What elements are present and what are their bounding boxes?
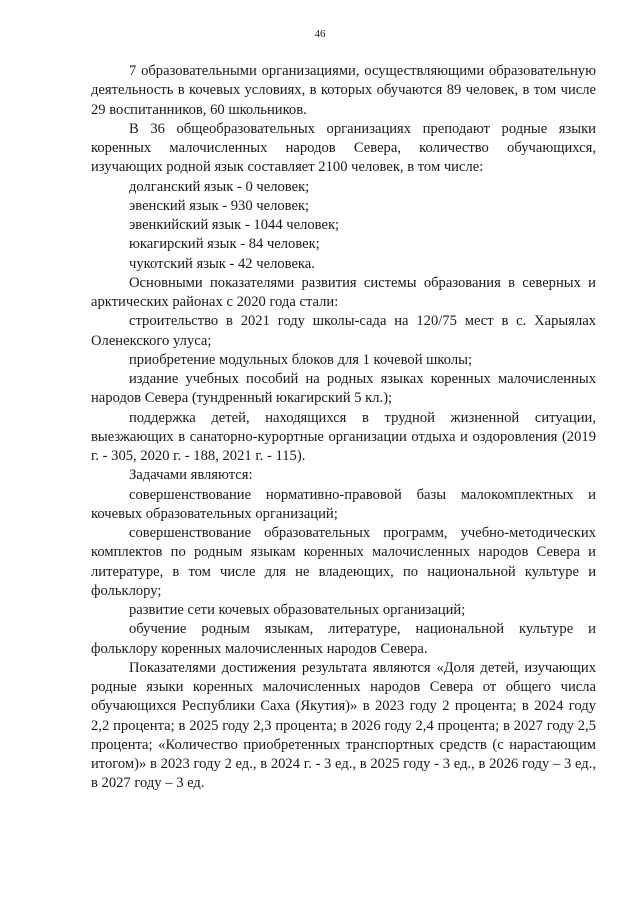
list-item-even: эвенский язык - 930 человек; xyxy=(129,197,310,214)
document-body xyxy=(91,62,596,794)
paragraph-native-languages: В 36 общеобразовательных организациях преподают родные языки коренных малочисленных народов Севера, количество обучающихся, изучающих родной язык составляет 2100 человек, в том числе: xyxy=(91,120,596,176)
paragraph-task-programs: совершенствование образовательных программ, учебно-методических комплектов по родным языкам коренных малочисленных народов Севера и литературе, в том числе для не владеющих, по национальной культуре и фольклору; xyxy=(91,525,596,599)
paragraph-modular-blocks: приобретение модульных блоков для 1 кочевой школы; xyxy=(129,351,473,368)
paragraph-result-indicators: Показателями достижения результата являются «Доля детей, изучающих родные языки коренных малочисленных народов Севера от общего числа обучающихся Республики Саха (Якутия)» в 2023 году 2 процента; в 2024 году 2,2 процента; в 2025 году 2,3 процента; в 2026 году 2,4 процента; в 2027 году 2,5 процента; «Количество приобретенных транспортных средств (с нарастающим итогом)» в 2023 году 2 ед., в 2024 г. - 3 ед., в 2025 году - 3 ед., в 2026 году – 3 ед., в 2027 году – 3 ед. xyxy=(91,659,596,792)
list-item-evenki: эвенкийский язык - 1044 человек; xyxy=(129,217,340,233)
paragraph-key-indicators: Основными показателями развития системы образования в северных и арктических районах с 2020 года стали: xyxy=(91,274,596,310)
paragraph-child-support: поддержка детей, находящихся в трудной жизненной ситуации, выезжающих в санаторно-курортные организации отдыха и оздоровления (2019 г. - 305, 2020 г. - 188, 2021 г. - 115). xyxy=(91,409,596,464)
paragraph-task-network: развитие сети кочевых образовательных организаций; xyxy=(129,602,466,618)
paragraph-task-teaching: обучение родным языкам, литературе, национальной культуре и фольклору коренных малочисленных народов Севера. xyxy=(91,621,596,657)
paragraph-tasks-heading: Задачами являются: xyxy=(129,467,253,484)
paragraph-school-construction: строительство в 2021 году школы-сада на 120/75 мест в с. Харыялах Оленекского улуса; xyxy=(91,313,596,349)
paragraph-nomadic-schools: 7 образовательными организациями, осуществляющими образовательную деятельность в кочевых условиях, в которых обучаются 89 человек, в том числе 29 воспитанников, 60 школьников. xyxy=(91,63,596,118)
paragraph-textbooks: издание учебных пособий на родных языках коренных малочисленных народов Севера (тундренный юкагирский 5 кл.); xyxy=(91,371,596,407)
page-number: 46 xyxy=(314,28,326,40)
list-item-yukagir: юкагирский язык - 84 человек; xyxy=(129,236,320,253)
list-item-chukchi: чукотский язык - 42 человека. xyxy=(129,255,315,272)
paragraph-task-legal-base: совершенствование нормативно-правовой базы малокомплектных и кочевых образовательных организаций; xyxy=(91,486,596,522)
list-item-dolgan: долганский язык - 0 человек; xyxy=(129,178,310,195)
